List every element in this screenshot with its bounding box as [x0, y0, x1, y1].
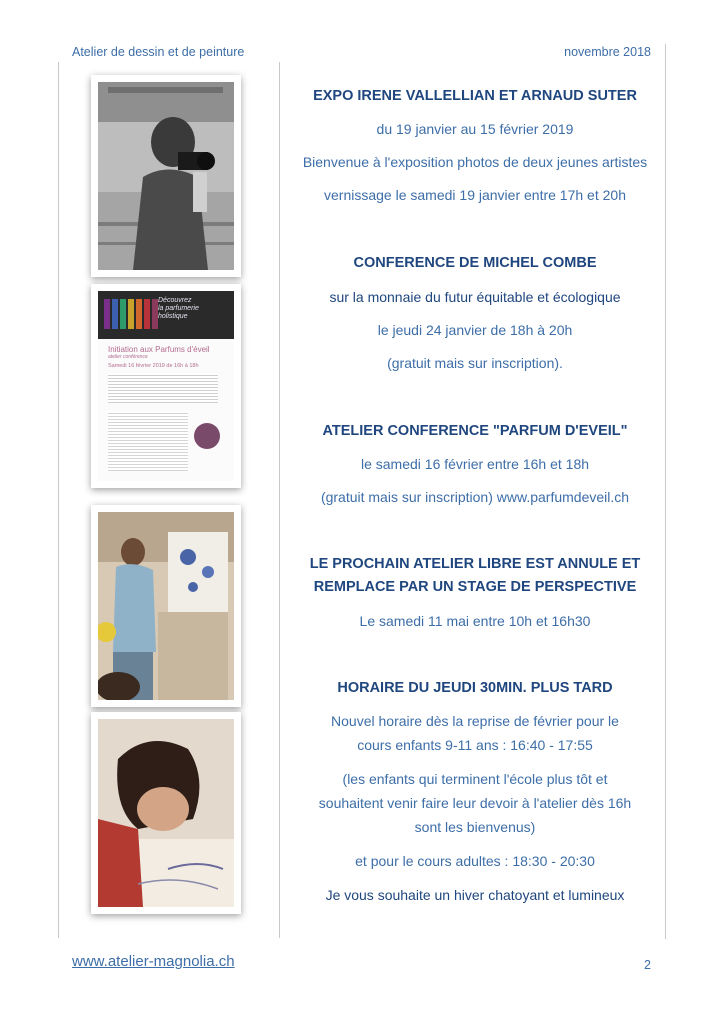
flyer-overlay-line3: holistique [158, 313, 188, 320]
horaire-title: HORAIRE DU JEUDI 30MIN. PLUS TARD [337, 680, 613, 696]
flyer-portrait [194, 423, 220, 449]
prochain-title-line2: REMPLACE PAR UN STAGE DE PERSPECTIVE [313, 579, 637, 595]
atelier-title: ATELIER CONFERENCE "PARFUM D'EVEIL" [322, 423, 628, 439]
flyer-title: Initiation aux Parfums d'éveil [108, 345, 210, 354]
conference-title: CONFERENCE DE MICHEL COMBE [353, 255, 597, 271]
conference-date: le jeudi 24 janvier de 18h à 20h [377, 322, 573, 338]
photo-painting-studio [91, 505, 241, 707]
horaire-note3: sont les bienvenus) [414, 819, 536, 835]
horaire-line2: cours enfants 9-11 ans : 16:40 - 17:55 [357, 737, 593, 753]
column-divider-middle [279, 62, 280, 938]
flyer-parfum-eveil [91, 284, 241, 488]
header-left: Atelier de dessin et de peinture [72, 45, 245, 59]
flyer-overlay-line1: Découvrez [158, 297, 192, 304]
horaire-line1: Nouvel horaire dès la reprise de février pour le [331, 713, 619, 729]
flyer-subtitle: atelier conférence [108, 354, 148, 360]
expo-welcome: Bienvenue à l'exposition photos de deux jeunes artistes [302, 154, 648, 170]
column-divider-left [58, 62, 59, 938]
photo-photographer [91, 75, 241, 277]
website-link[interactable]: www.atelier-magnolia.ch [72, 953, 235, 970]
flyer-body-text [108, 373, 218, 403]
photo-child-drawing [91, 712, 241, 914]
expo-dates: du 19 janvier au 15 février 2019 [376, 121, 574, 137]
horaire-note1: (les enfants qui terminent l'école plus tôt et [342, 771, 608, 787]
flyer-overlay-line2: la parfumerie [158, 305, 199, 312]
conference-subject: sur la monnaie du futur équitable et écologique [329, 289, 621, 305]
expo-vernissage: vernissage le samedi 19 janvier entre 17h et 20h [324, 187, 626, 203]
expo-title: EXPO IRENE VALLELLIAN ET ARNAUD SUTER [313, 88, 637, 104]
atelier-date: le samedi 16 février entre 16h et 18h [360, 456, 590, 472]
header-date: novembre 2018 [564, 45, 651, 59]
closing-message: Je vous souhaite un hiver chatoyant et lumineux [325, 887, 625, 903]
prochain-title-line1: LE PROCHAIN ATELIER LIBRE EST ANNULE ET [309, 556, 641, 572]
flyer-program-text [108, 411, 188, 471]
horaire-note2: souhaitent venir faire leur devoir à l'atelier dès 16h [318, 795, 632, 811]
page-number: 2 [644, 958, 651, 972]
column-divider-right [665, 44, 666, 939]
atelier-note: (gratuit mais sur inscription) www.parfumdeveil.ch [320, 489, 630, 505]
prochain-date: Le samedi 11 mai entre 10h et 16h30 [359, 613, 591, 629]
flyer-date: Samedi 16 février 2019 de 16h à 18h [108, 363, 199, 369]
conference-note: (gratuit mais sur inscription). [387, 355, 563, 371]
content-column [290, 0, 660, 1024]
horaire-adults: et pour le cours adultes : 18:30 - 20:30 [355, 853, 595, 869]
